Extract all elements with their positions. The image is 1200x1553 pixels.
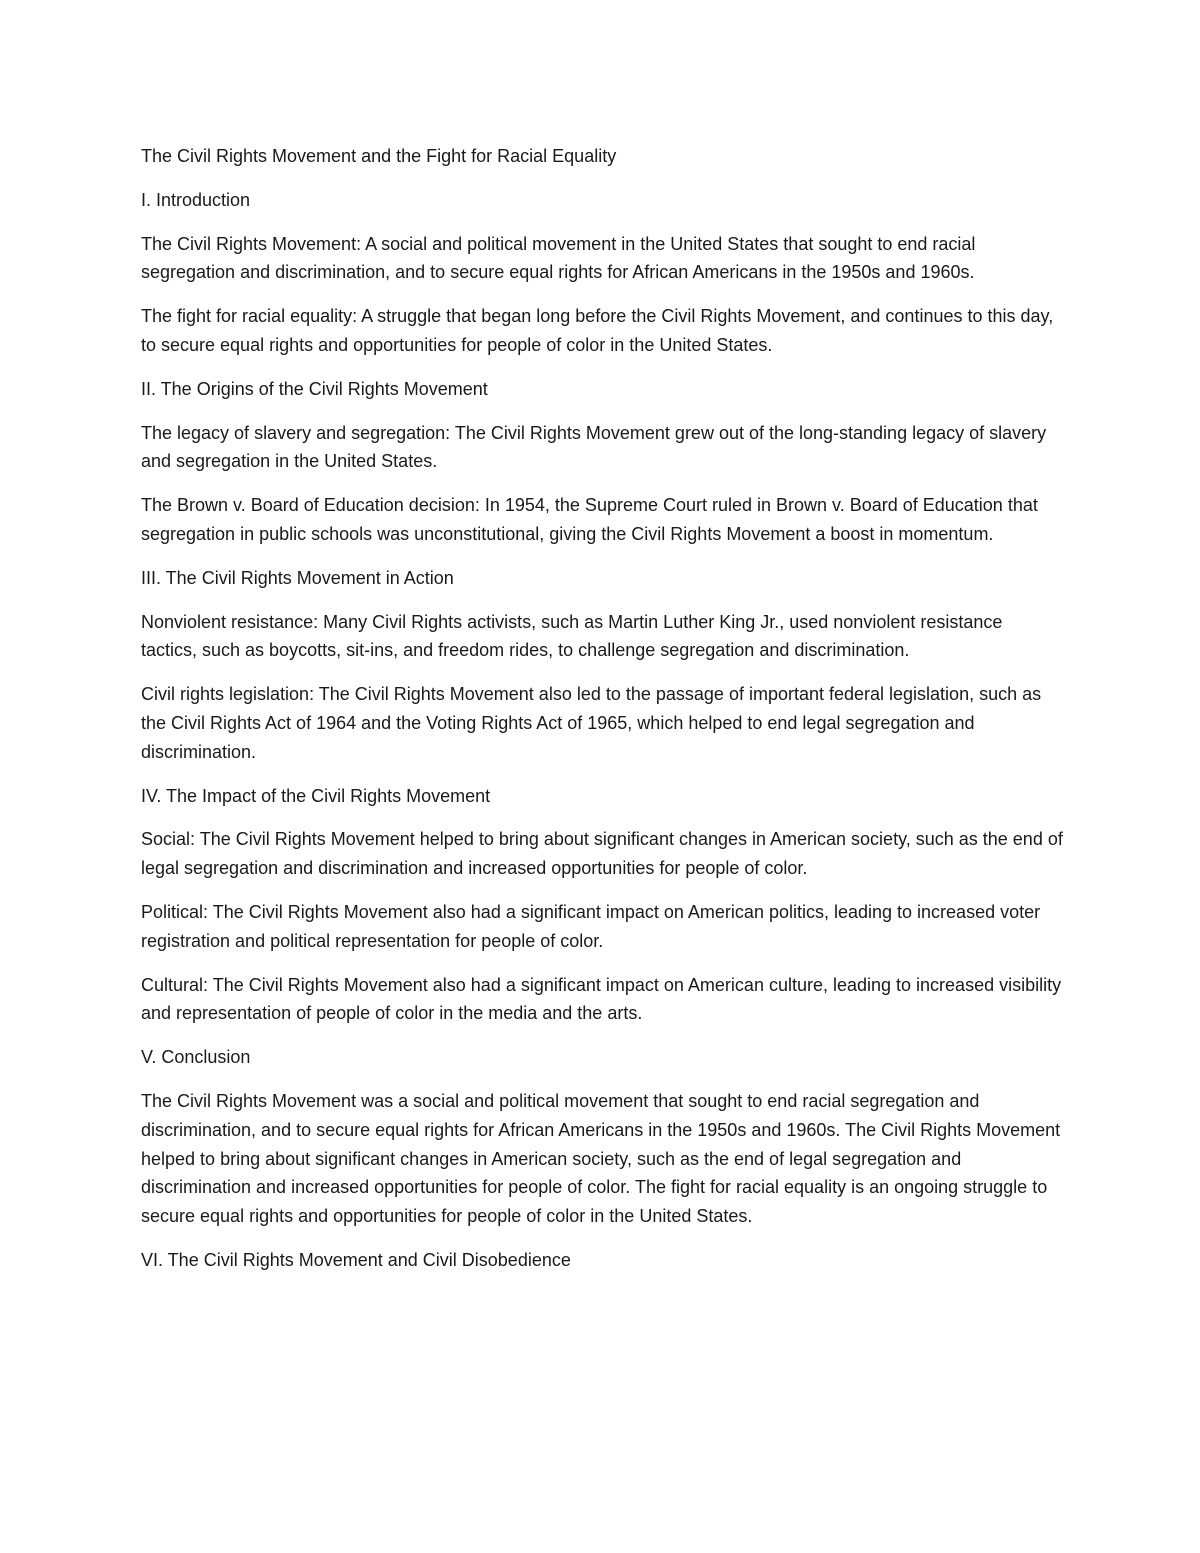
paragraph: The Civil Rights Movement: A social and political movement in the United States that sought to end racial segregation and discrimination, and to secure equal rights for African Americans in the 1950s and 1960s. [141, 233, 976, 283]
paragraph: Political: The Civil Rights Movement also had a significant impact on American politics, leading to increased voter registration and political representation for people of color. [141, 901, 1041, 951]
section-heading: V. Conclusion [141, 1047, 251, 1068]
paragraph: The fight for racial equality: A struggle that began long before the Civil Rights Movement, and continues to this day, to secure equal rights and opportunities for people of color in the United States. [141, 306, 1054, 355]
paragraph: Nonviolent resistance: Many Civil Rights activists, such as Martin Luther King Jr., used nonviolent resistance tactics, such as boycotts, sit-ins, and freedom rides, to challenge segregation and discrimination. [141, 611, 1003, 661]
document-body [141, 142, 1063, 1290]
paragraph: Social: The Civil Rights Movement helped to bring about significant changes in American society, such as the end of legal segregation and discrimination and increased opportunities for people of color. [141, 829, 1063, 879]
section-heading: VI. The Civil Rights Movement and Civil Disobedience [141, 1249, 571, 1270]
paragraph: Cultural: The Civil Rights Movement also had a significant impact on American culture, leading to increased visibility and representation of people of color in the media and the arts. [141, 974, 1062, 1024]
paragraph: The Brown v. Board of Education decision: In 1954, the Supreme Court ruled in Brown v. Board of Education that segregation in public schools was unconstitutional, giving the Civil Rights Movement a boost in momentum. [141, 495, 1038, 544]
section-heading: I. Introduction [141, 189, 251, 210]
section-heading: IV. The Impact of the Civil Rights Movement [141, 785, 491, 806]
paragraph: Civil rights legislation: The Civil Rights Movement also led to the passage of important federal legislation, such as the Civil Rights Act of 1964 and the Voting Rights Act of 1965, which helped to end legal segregation and discrimination. [141, 684, 1042, 762]
section-heading: III. The Civil Rights Movement in Action [141, 567, 454, 588]
document-title: The Civil Rights Movement and the Fight for Racial Equality [141, 146, 617, 166]
section-heading: II. The Origins of the Civil Rights Movement [141, 378, 488, 399]
paragraph: The legacy of slavery and segregation: The Civil Rights Movement grew out of the long-standing legacy of slavery and segregation in the United States. [141, 422, 1047, 472]
paragraph: The Civil Rights Movement was a social and political movement that sought to end racial segregation and discrimination, and to secure equal rights for African Americans in the 1950s and 1960s. The Civil Rights Movement helped to bring about significant changes in American society, such as the end of legal segregation and discrimination and increased opportunities for people of color. The fight for racial equality is an ongoing struggle to secure equal rights and opportunities for people of color in the United States. [141, 1090, 1061, 1227]
